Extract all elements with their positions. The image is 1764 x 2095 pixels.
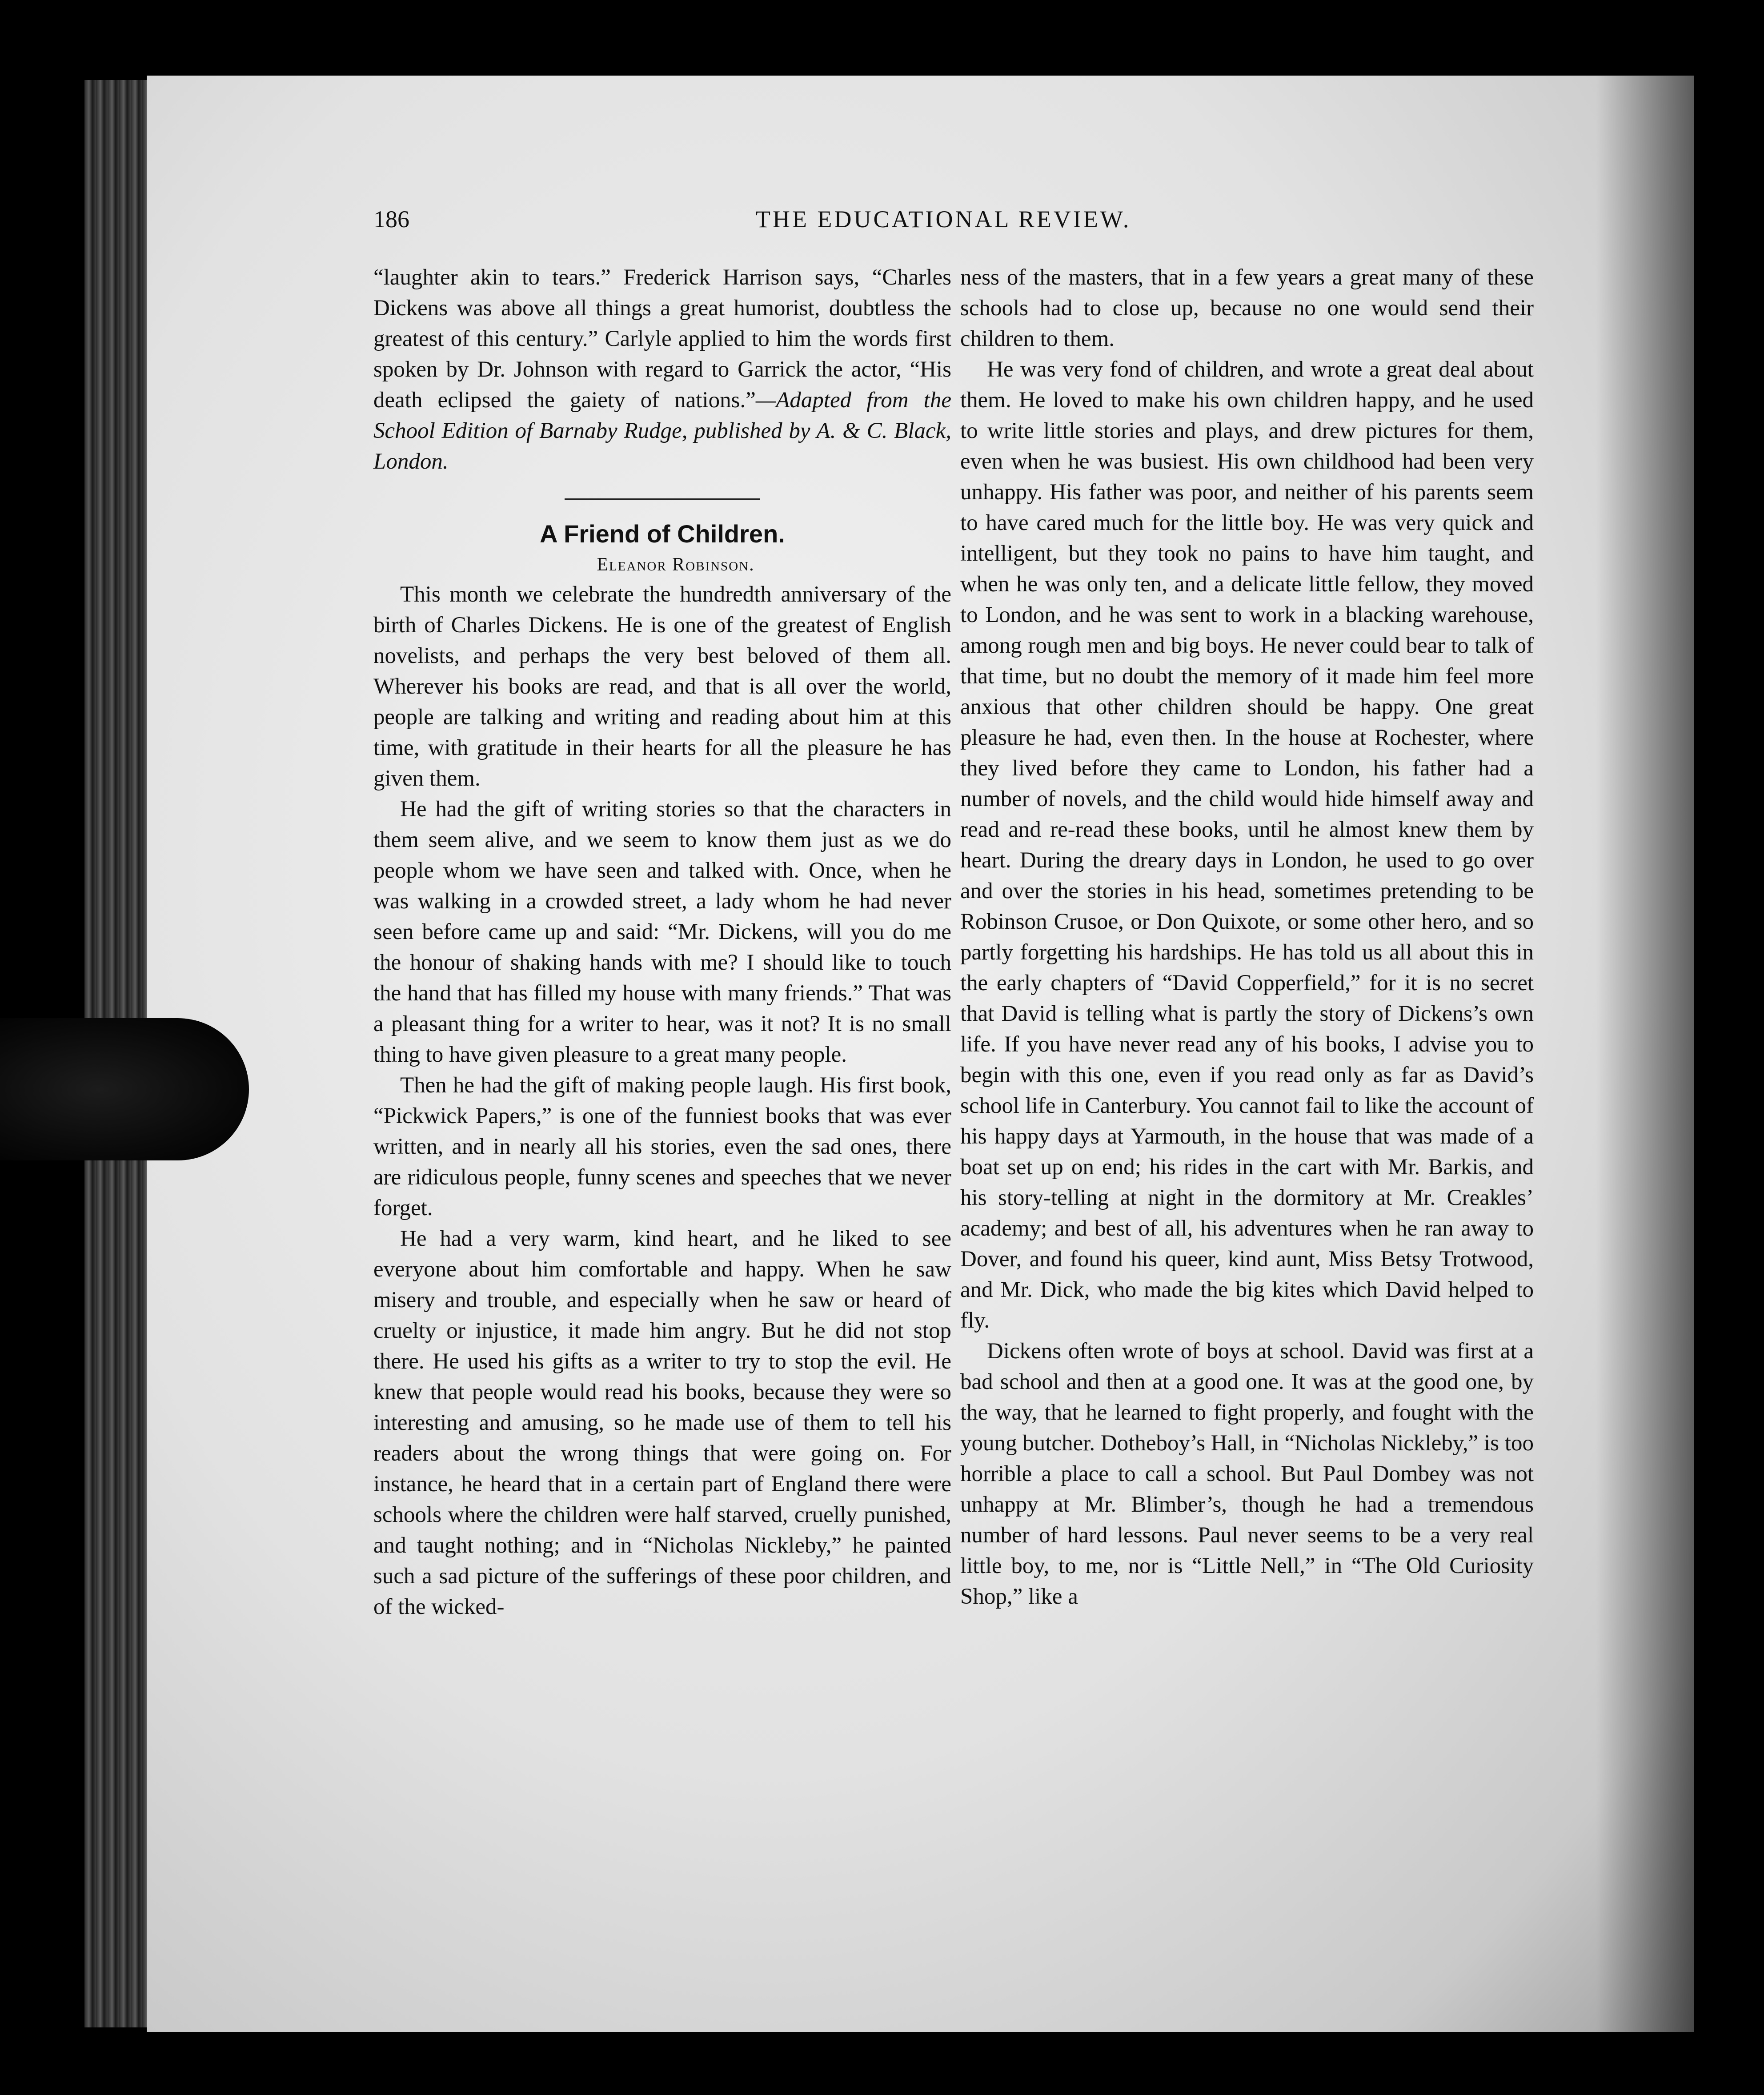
citation: —Adapted from the School Edition of Barnaby Rudge, published by A. & C. Black, London.	[373, 388, 951, 474]
page-number: 186	[373, 206, 409, 233]
previous-article-text: “laughter akin to tears.” Frederick Harrison says, “Charles Dickens was above all things a great humorist, doubtless the greatest of this century.” Carlyle applied to him the words first spoken by Dr. Johnson with regard to Garrick the actor, “His death eclipsed the gaiety of nations.”	[373, 265, 951, 413]
page-header	[373, 205, 1520, 241]
running-title: THE EDUCATIONAL REVIEW.	[756, 206, 1131, 233]
paragraph-continued: ness of the masters, that in a few years a great many of these schools had to close up, because no one would send their children to them.	[960, 265, 1534, 351]
article-author: Eleanor Robinson.	[597, 554, 755, 575]
article-title: A Friend of Children.	[540, 520, 785, 548]
paragraph: Dickens often wrote of boys at school. David was first at a bad school and then at a good one. It was at the good one, by the way, that he learned to fight properly, and fought with the young butcher. Dotheboy’s Hall, in “Nicholas Nickleby,” is too horrible a place to call a school. But Paul Dombey was not unhappy at Mr. Blimber’s, though he had a tremendous number of hard lessons. Paul never seems to be a very real little boy, to me, nor is “Little Nell,” in “The Old Curiosity Shop,” like a	[960, 1339, 1534, 1609]
thumb-holding-page	[0, 1018, 249, 1160]
section-divider	[565, 498, 760, 500]
previous-article-end	[373, 262, 951, 477]
paragraph: Then he had the gift of making people laugh. His first book, “Pickwick Papers,” is one of the funniest books that was ever written, and in nearly all his stories, even the sad ones, there are ridiculous people, funny scenes and speeches that we never forget.	[373, 1073, 951, 1220]
paragraph: He had the gift of writing stories so that the characters in them seem alive, and we seem to know them just as we do people whom we have seen and talked with. Once, when he was walking in a crowded street, a lady whom he had never seen before came up and said: “Mr. Dickens, will you do me the honour of shaking hands with me? I should like to touch the hand that has filled my house with many friends.” That was a pleasant thing for a writer to hear, was it not? It is no small thing to have given pleasure to a great many people.	[373, 797, 951, 1067]
paragraph: This month we celebrate the hundredth anniversary of the birth of Charles Dickens. He is one of the greatest of English novelists, and perhaps the very best beloved of them all. Wherever his books are read, and that is all over the world, people are talking and writing and reading about him at this time, with gratitude in their hearts for all the pleasure he has given them.	[373, 582, 951, 791]
left-column	[373, 262, 951, 1622]
page-gutter-shadow	[1596, 76, 1694, 2032]
paragraph: He was very fond of children, and wrote a great deal about them. He loved to make his own children happy, and he used to write little stories and plays, and drew pictures for them, even when he was busiest. His own childhood had been very unhappy. His father was poor, and neither of his parents seem to have cared much for the little boy. He was very quick and intelligent, but they took no pains to have him taught, and when he was only ten, and a delicate little fellow, they moved to London, and he was sent to work in a blacking warehouse, among rough men and big boys. He never could bear to talk of that time, but no doubt the memory of it made him feel more anxious that other children should be happy. One great pleasure he had, even then. In the house at Rochester, where they lived before they came to London, his father had a number of novels, and the child would hide himself away and read and re-read these books, until he almost knew them by heart. During the dreary days in London, he used to go over and over the stories in his head, sometimes pretending to be Robinson Crusoe, or Don Quixote, or some other hero, and so partly forgetting his hardships. He has told us all about this in the early chapters of “David Copperfield,” for it is no secret that David is telling what is partly the story of Dickens’s own life. If you have never read any of his books, I advise you to begin with this one, even if you read only as far as David’s school life in Canterbury. You cannot fail to like the account of his happy days at Yarmouth, in the house that was made of a boat set up on end; his rides in the cart with Mr. Barkis, and his story-telling at night in the dormitory at Mr. Creakles’ academy; and best of all, his adventures when he ran away to Dover, and found his queer, kind aunt, Miss Betsy Trotwood, and Mr. Dick, who made the big kites which David helped to fly.	[960, 357, 1534, 1333]
paragraph: He had a very warm, kind heart, and he liked to see everyone about him comfortable and happy. When he saw misery and trouble, and especially when he saw or heard of cruelty or injustice, it made him angry. But he did not stop there. He used his gifts as a writer to try to stop the evil. He knew that people would read his books, because they were so interesting and amusing, so he made use of them to tell his readers about the wrong things that were going on. For instance, he heard that in a certain part of England there were schools where the children were half starved, cruelly punished, and taught nothing; and in “Nicholas Nickleby,” he painted such a sad picture of the sufferings of these poor children, and of the wicked-	[373, 1226, 951, 1619]
right-column	[960, 262, 1534, 1612]
